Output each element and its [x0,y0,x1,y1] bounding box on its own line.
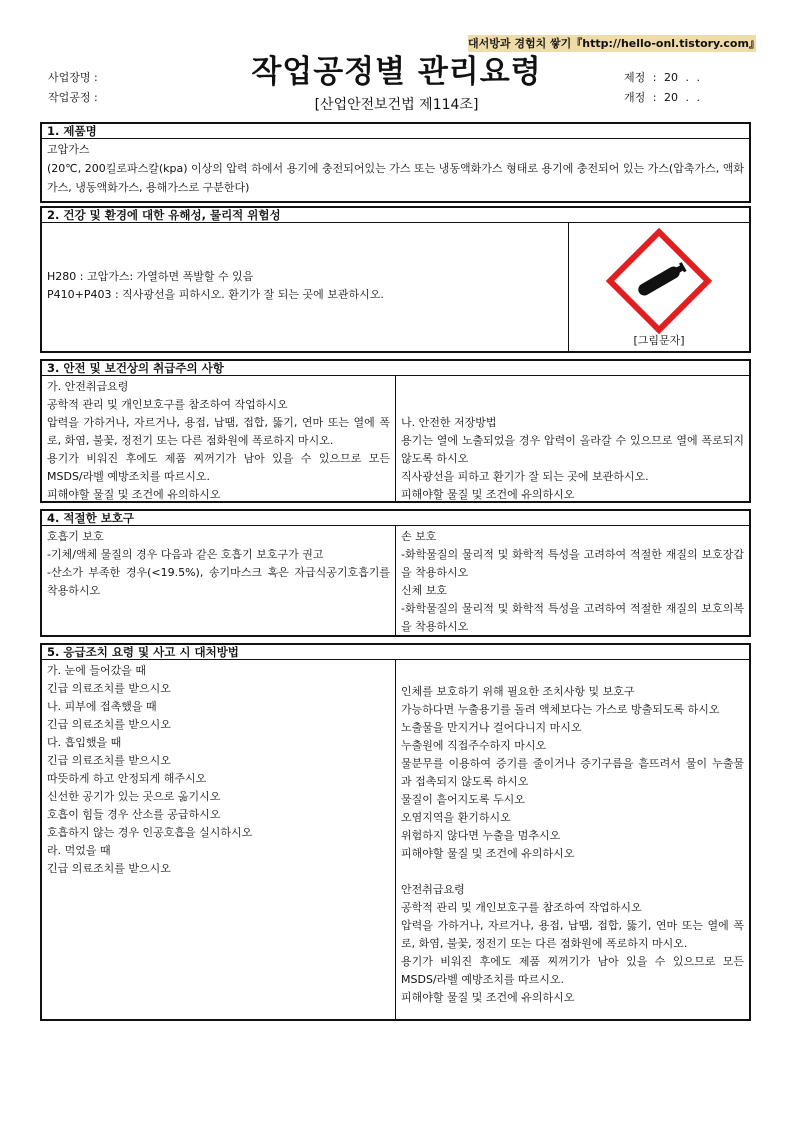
list-item: 신선한 공기가 있는 곳으로 옮기시오 [47,790,221,803]
list-item: 용기가 비워진 후에도 제품 찌꺼기가 남아 있을 수 있으므로 모든 MSDS/라벨 예방조치를 따르시오. [401,955,744,986]
list-item: 라. 먹었을 때 [47,844,111,857]
hazard-statement: H280 : 고압가스: 가열하면 폭발할 수 있음 [47,270,254,283]
list-item: 직사광선을 피하고 환기가 잘 되는 곳에 보관하시오. [401,470,649,483]
safe-storage-column [396,376,749,501]
list-item: 피해야할 물질 및 조건에 유의하시오 [401,847,575,860]
list-item: 용기는 열에 노출되었을 경우 압력이 올라갈 수 있으므로 열에 폭로되지 않도록 하시오 [401,434,744,465]
section-first-aid [40,643,751,1021]
list-item: 노출물을 만지거나 걸어다니지 마시오 [401,721,582,734]
section-heading: 4. 적절한 보호구 [42,511,749,526]
list-item: 용기가 비워진 후에도 제품 찌꺼기가 남아 있을 수 있으므로 모든 MSDS/라벨 예방조치를 따르시오. [47,452,390,483]
pictogram-cell [568,223,749,351]
section-product-name [40,122,751,203]
list-item: 다. 흡입했을 때 [47,736,122,749]
accidental-release-column [396,660,749,1019]
list-item: 가능하다면 누출용기를 돌려 액체보다는 가스로 방출되도록 하시오 [401,703,720,716]
revised-date: 개정 : 20 . . [624,91,700,104]
section-handling [40,359,751,503]
list-item: 피해야할 물질 및 조건에 유의하시오 [401,488,575,501]
list-item: -기체/액체 물질의 경우 다음과 같은 호흡기 보호구가 권고 [47,548,324,561]
list-item: 피해야할 물질 및 조건에 유의하시오 [401,991,575,1004]
list-item: -화학물질의 물리적 및 화학적 특성을 고려하여 적절한 재질의 보호의복을 착용하시오 [401,602,744,633]
spacer [401,863,744,881]
list-item: 누출원에 직접주수하지 마시오 [401,739,547,752]
work-process-label: 작업공정 : [48,91,98,104]
list-item: 손 보호 [401,530,437,543]
gas-cylinder-pictogram-icon [606,228,712,334]
workplace-name-label: 사업장명 : [48,71,98,84]
hand-body-protection-column [396,526,749,635]
list-item: 피해야할 물질 및 조건에 유의하시오 [47,488,221,501]
list-item: 긴급 의료조치를 받으시오 [47,682,171,695]
list-item: 인체를 보호하기 위해 필요한 조치사항 및 보호구 [401,685,635,698]
blog-credit: 대서방과 경험치 쌓기『http://hello-onl.tistory.com』 [468,37,760,50]
enacted-date: 제정 : 20 . . [624,71,700,84]
list-item: 호흡이 힘들 경우 산소를 공급하시오 [47,808,221,821]
list-item: 긴급 의료조치를 받으시오 [47,862,171,875]
list-item: 물분무를 이용하여 증기를 줄이거나 증기구름을 흩뜨려서 물이 누출물과 접촉되지 않도록 하시오 [401,757,744,788]
list-item: 압력을 가하거나, 자르거나, 용접, 납땜, 접합, 뚫기, 연마 또는 열에 폭로, 화염, 불꽃, 정전기 또는 다른 점화원에 폭로하지 마시오. [401,919,744,950]
list-item: 나. 안전한 저장방법 [401,416,497,429]
list-item: -화학물질의 물리적 및 화학적 특성을 고려하여 적절한 재질의 보호장갑을 착용하시오 [401,548,744,579]
list-item: 공학적 관리 및 개인보호구를 참조하여 작업하시오 [401,901,642,914]
list-item: 따뜻하게 하고 안정되게 해주시오 [47,772,207,785]
list-item: 가. 눈에 들어갔을 때 [47,664,146,677]
list-item: 긴급 의료조치를 받으시오 [47,754,171,767]
list-item: -산소가 부족한 경우(<19.5%), 송기마스크 혹은 자급식공기호흡기를 착용하시오 [47,566,390,597]
list-item: 압력을 가하거나, 자르거나, 용접, 납땜, 접합, 뚫기, 연마 또는 열에 폭로, 화염, 불꽃, 정전기 또는 다른 점화원에 폭로하지 마시오. [47,416,390,447]
list-item: 공학적 관리 및 개인보호구를 참조하여 작업하시오 [47,398,288,411]
first-aid-column [42,660,396,1019]
list-item: 안전취급요령 [401,883,465,896]
section-heading: 2. 건강 및 환경에 대한 유해성, 물리적 위험성 [42,208,749,223]
precaution-statement: P410+P403 : 직사광선을 피하시오. 환기가 잘 되는 곳에 보관하시오. [47,288,384,301]
product-name: 고압가스 [47,143,90,156]
section-hazards [40,206,751,353]
list-item: 오염지역을 환기하시오 [401,811,511,824]
list-item: 위험하지 않다면 누출을 멈추시오 [401,829,561,842]
list-item: 호흡기 보호 [47,530,104,543]
page-subtitle: [산업안전보건법 제114조] [314,97,479,113]
respiratory-protection-column [42,526,396,635]
list-item: 나. 피부에 접촉했을 때 [47,700,157,713]
list-item: 긴급 의료조치를 받으시오 [47,718,171,731]
list-item: 물질이 흩어지도록 두시오 [401,793,525,806]
page-title: 작업공정별 관리요령 [251,54,542,90]
pictogram-label: [그림문자] [633,334,685,347]
section-heading: 1. 제품명 [42,124,749,139]
list-item: 호흡하지 않는 경우 인공호흡을 실시하시오 [47,826,253,839]
list-item: 가. 안전취급요령 [47,380,129,393]
section-protective-equipment [40,509,751,637]
section-heading: 5. 응급조치 요령 및 사고 시 대처방법 [42,645,749,660]
list-item: 신체 보호 [401,584,448,597]
section-heading: 3. 안전 및 보건상의 취급주의 사항 [42,361,749,376]
product-description: (20℃, 200킬로파스칼(kpa) 이상의 압력 하에서 용기에 충전되어있는 가스 또는 냉동액화가스 형태로 용기에 충전되어 있는 가스(압축가스, 액화가스, 냉동액화가스, 용해가스로 구분한다) [47,162,744,194]
safe-handling-column [42,376,396,501]
